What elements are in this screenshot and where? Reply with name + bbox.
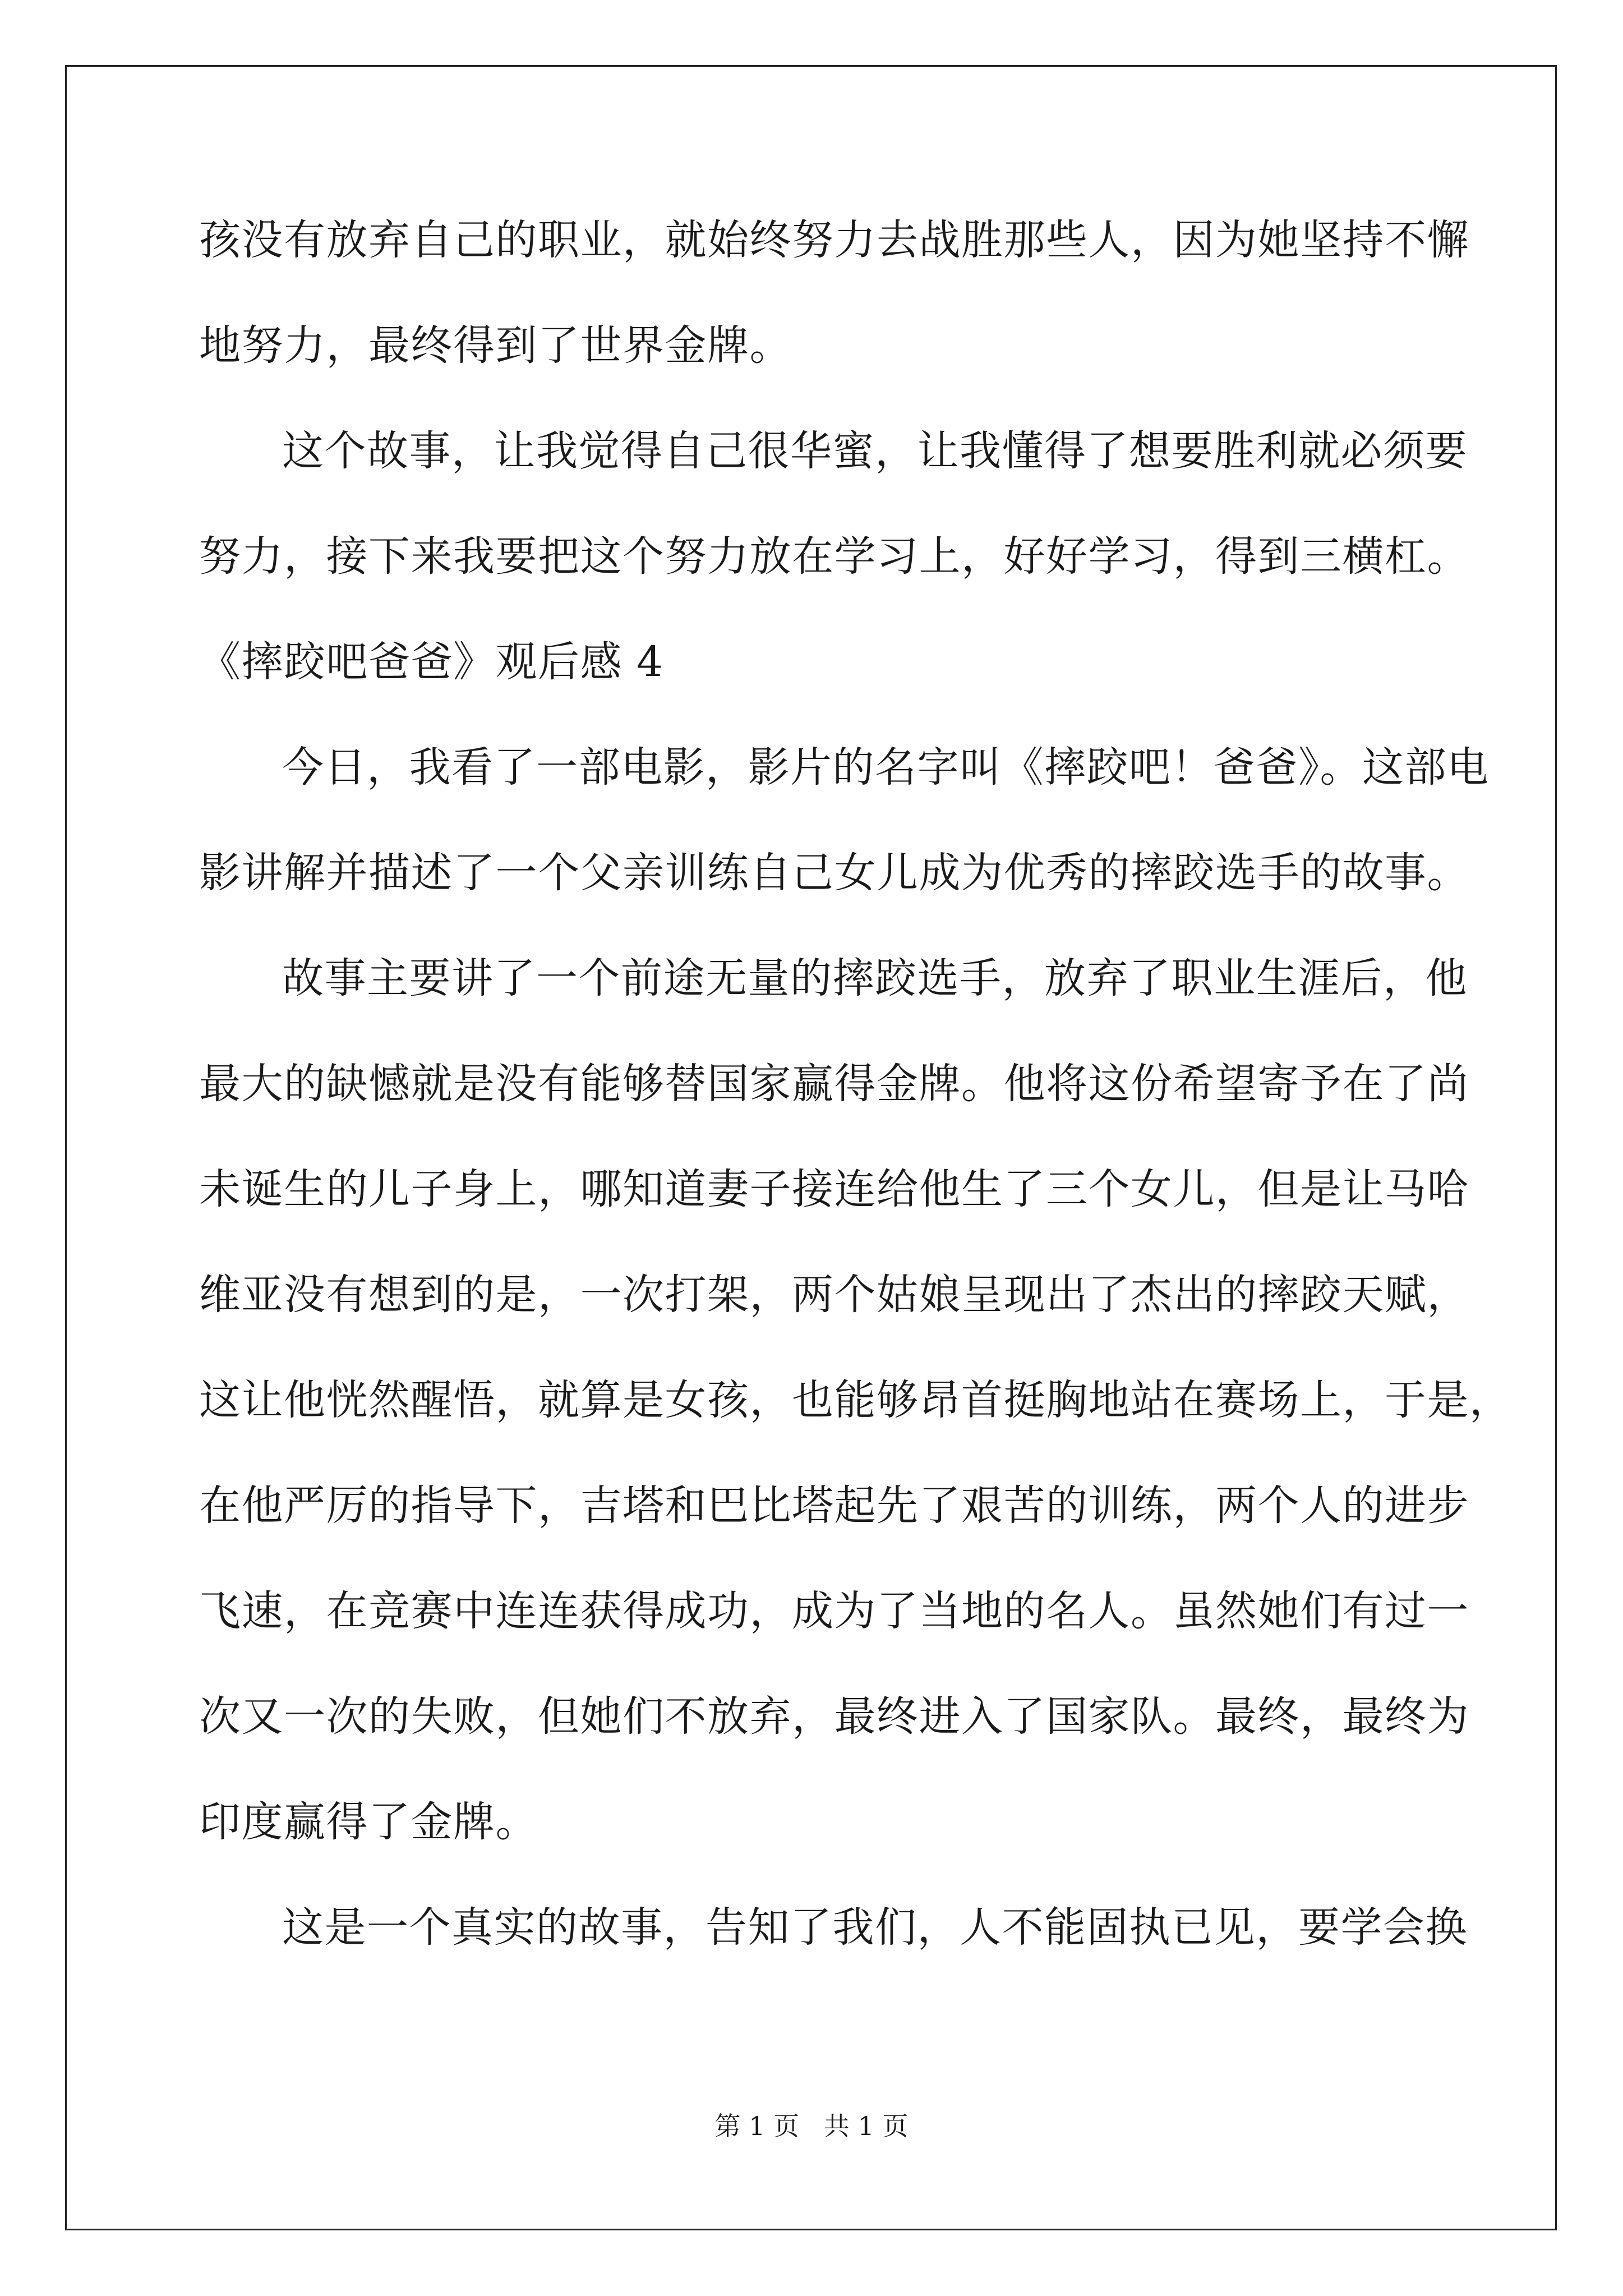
paragraph-line: 这是一个真实的故事，告知了我们，人不能固执已见，要学会换	[282, 1903, 1468, 1952]
paragraph-line: 印度赢得了金牌。	[199, 1798, 538, 1846]
paragraph-line: 维亚没有想到的是，一次打架，两个姑娘呈现出了杰出的摔跤天赋，	[199, 1271, 1469, 1319]
paragraph-line: 地努力，最终得到了世界金牌。	[199, 321, 792, 370]
paragraph-line: 最大的缺憾就是没有能够替国家赢得金牌。他将这份希望寄予在了尚	[199, 1060, 1469, 1108]
section-heading: 《摔跤吧爸爸》观后感 4	[199, 638, 664, 686]
paragraph-line: 未诞生的儿子身上，哪知道妻子接连给他生了三个女儿，但是让马哈	[199, 1165, 1469, 1213]
paragraph-line: 今日，我看了一部电影，影片的名字叫《摔跤吧！爸爸》。这部电	[282, 743, 1490, 792]
paragraph-line: 影讲解并描述了一个父亲训练自己女儿成为优秀的摔跤选手的故事。	[199, 849, 1469, 897]
document-body	[199, 213, 1512, 1954]
paragraph-line: 飞速，在竞赛中连连获得成功，成为了当地的名人。虽然她们有过一	[199, 1587, 1469, 1635]
paragraph-line: 这让他恍然醒悟，就算是女孩，也能够昂首挺胸地站在赛场上，于是，	[199, 1376, 1512, 1424]
paragraph-line: 孩没有放弃自己的职业，就始终努力去战胜那些人，因为她坚持不懈	[199, 216, 1469, 264]
paragraph-line: 在他严厉的指导下，吉塔和巴比塔起先了艰苦的训练，两个人的进步	[199, 1481, 1469, 1530]
paragraph-line: 故事主要讲了一个前途无量的摔跤选手，放弃了职业生涯后，他	[282, 954, 1468, 1002]
paragraph-line: 努力，接下来我要把这个努力放在学习上，好好学习，得到三横杠。	[199, 532, 1469, 581]
paragraph-line: 次又一次的失败，但她们不放弃，最终进入了国家队。最终，最终为	[199, 1692, 1469, 1741]
paragraph-line: 这个故事，让我觉得自己很华蜜，让我懂得了想要胜利就必须要	[282, 427, 1468, 475]
page-footer: 第 1 页 共 1 页	[714, 2111, 909, 2141]
